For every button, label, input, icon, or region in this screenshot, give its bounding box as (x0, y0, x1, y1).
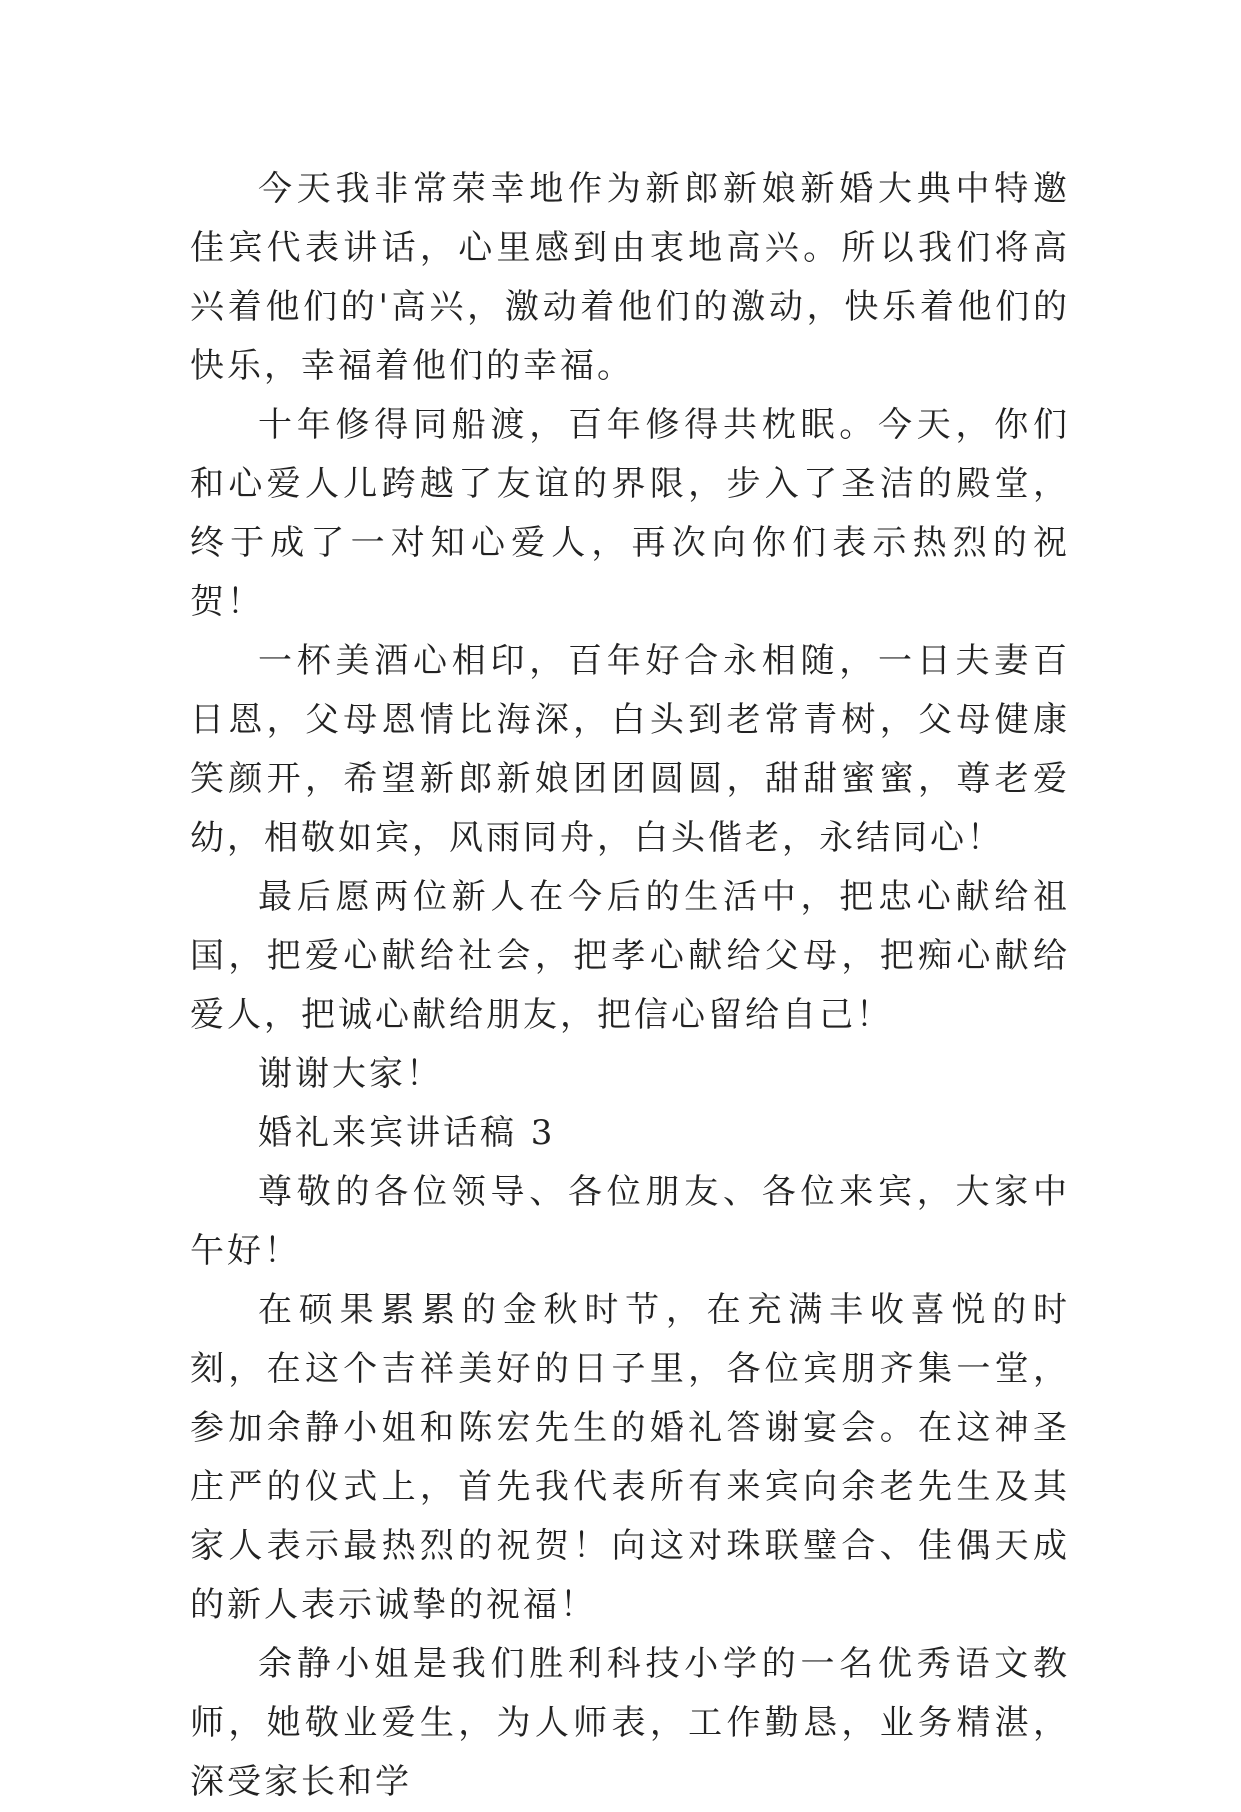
paragraph-2: 十年修得同船渡，百年修得共枕眠。今天，你们和心爱人儿跨越了友谊的界限，步入了圣洁的殿堂，终于成了一对知心爱人，再次向你们表示热烈的祝贺！ (190, 405, 1070, 622)
paragraph-1: 今天我非常荣幸地作为新郎新娘新婚大典中特邀佳宾代表讲话，心里感到由衷地高兴。所以我们将高兴着他们的'高兴，激动着他们的激动，快乐着他们的快乐，幸福着他们的幸福。 (190, 169, 1070, 386)
paragraph-greeting: 尊敬的各位领导、各位朋友、各位来宾，大家中午好！ (190, 1172, 1070, 1271)
section-heading: 婚礼来宾讲话稿 3 (258, 1113, 556, 1153)
paragraph-5: 谢谢大家！ (258, 1054, 443, 1094)
paragraph-7: 在硕果累累的金秋时节，在充满丰收喜悦的时刻，在这个吉祥美好的日子里，各位宾朋齐集一堂，参加余静小姐和陈宏先生的婚礼答谢宴会。在这神圣庄严的仪式上，首先我代表所有来宾向余老先生及其家人表示最热烈的祝贺！向这对珠联璧合、佳偶天成的新人表示诚挚的祝福！ (190, 1290, 1070, 1625)
paragraph-3: 一杯美酒心相印，百年好合永相随，一日夫妻百日恩，父母恩情比海深，白头到老常青树，父母健康笑颜开，希望新郎新娘团团圆圆，甜甜蜜蜜，尊老爱幼，相敬如宾，风雨同舟，白头偕老，永结同心！ (190, 641, 1070, 858)
paragraph-8: 余静小姐是我们胜利科技小学的一名优秀语文教师，她敬业爱生，为人师表，工作勤恳，业务精湛，深受家长和学 (190, 1644, 1070, 1802)
paragraph-4: 最后愿两位新人在今后的生活中，把忠心献给祖国，把爱心献给社会，把孝心献给父母，把痴心献给爱人，把诚心献给朋友，把信心留给自己！ (190, 877, 1070, 1035)
document-body (190, 160, 1070, 1812)
